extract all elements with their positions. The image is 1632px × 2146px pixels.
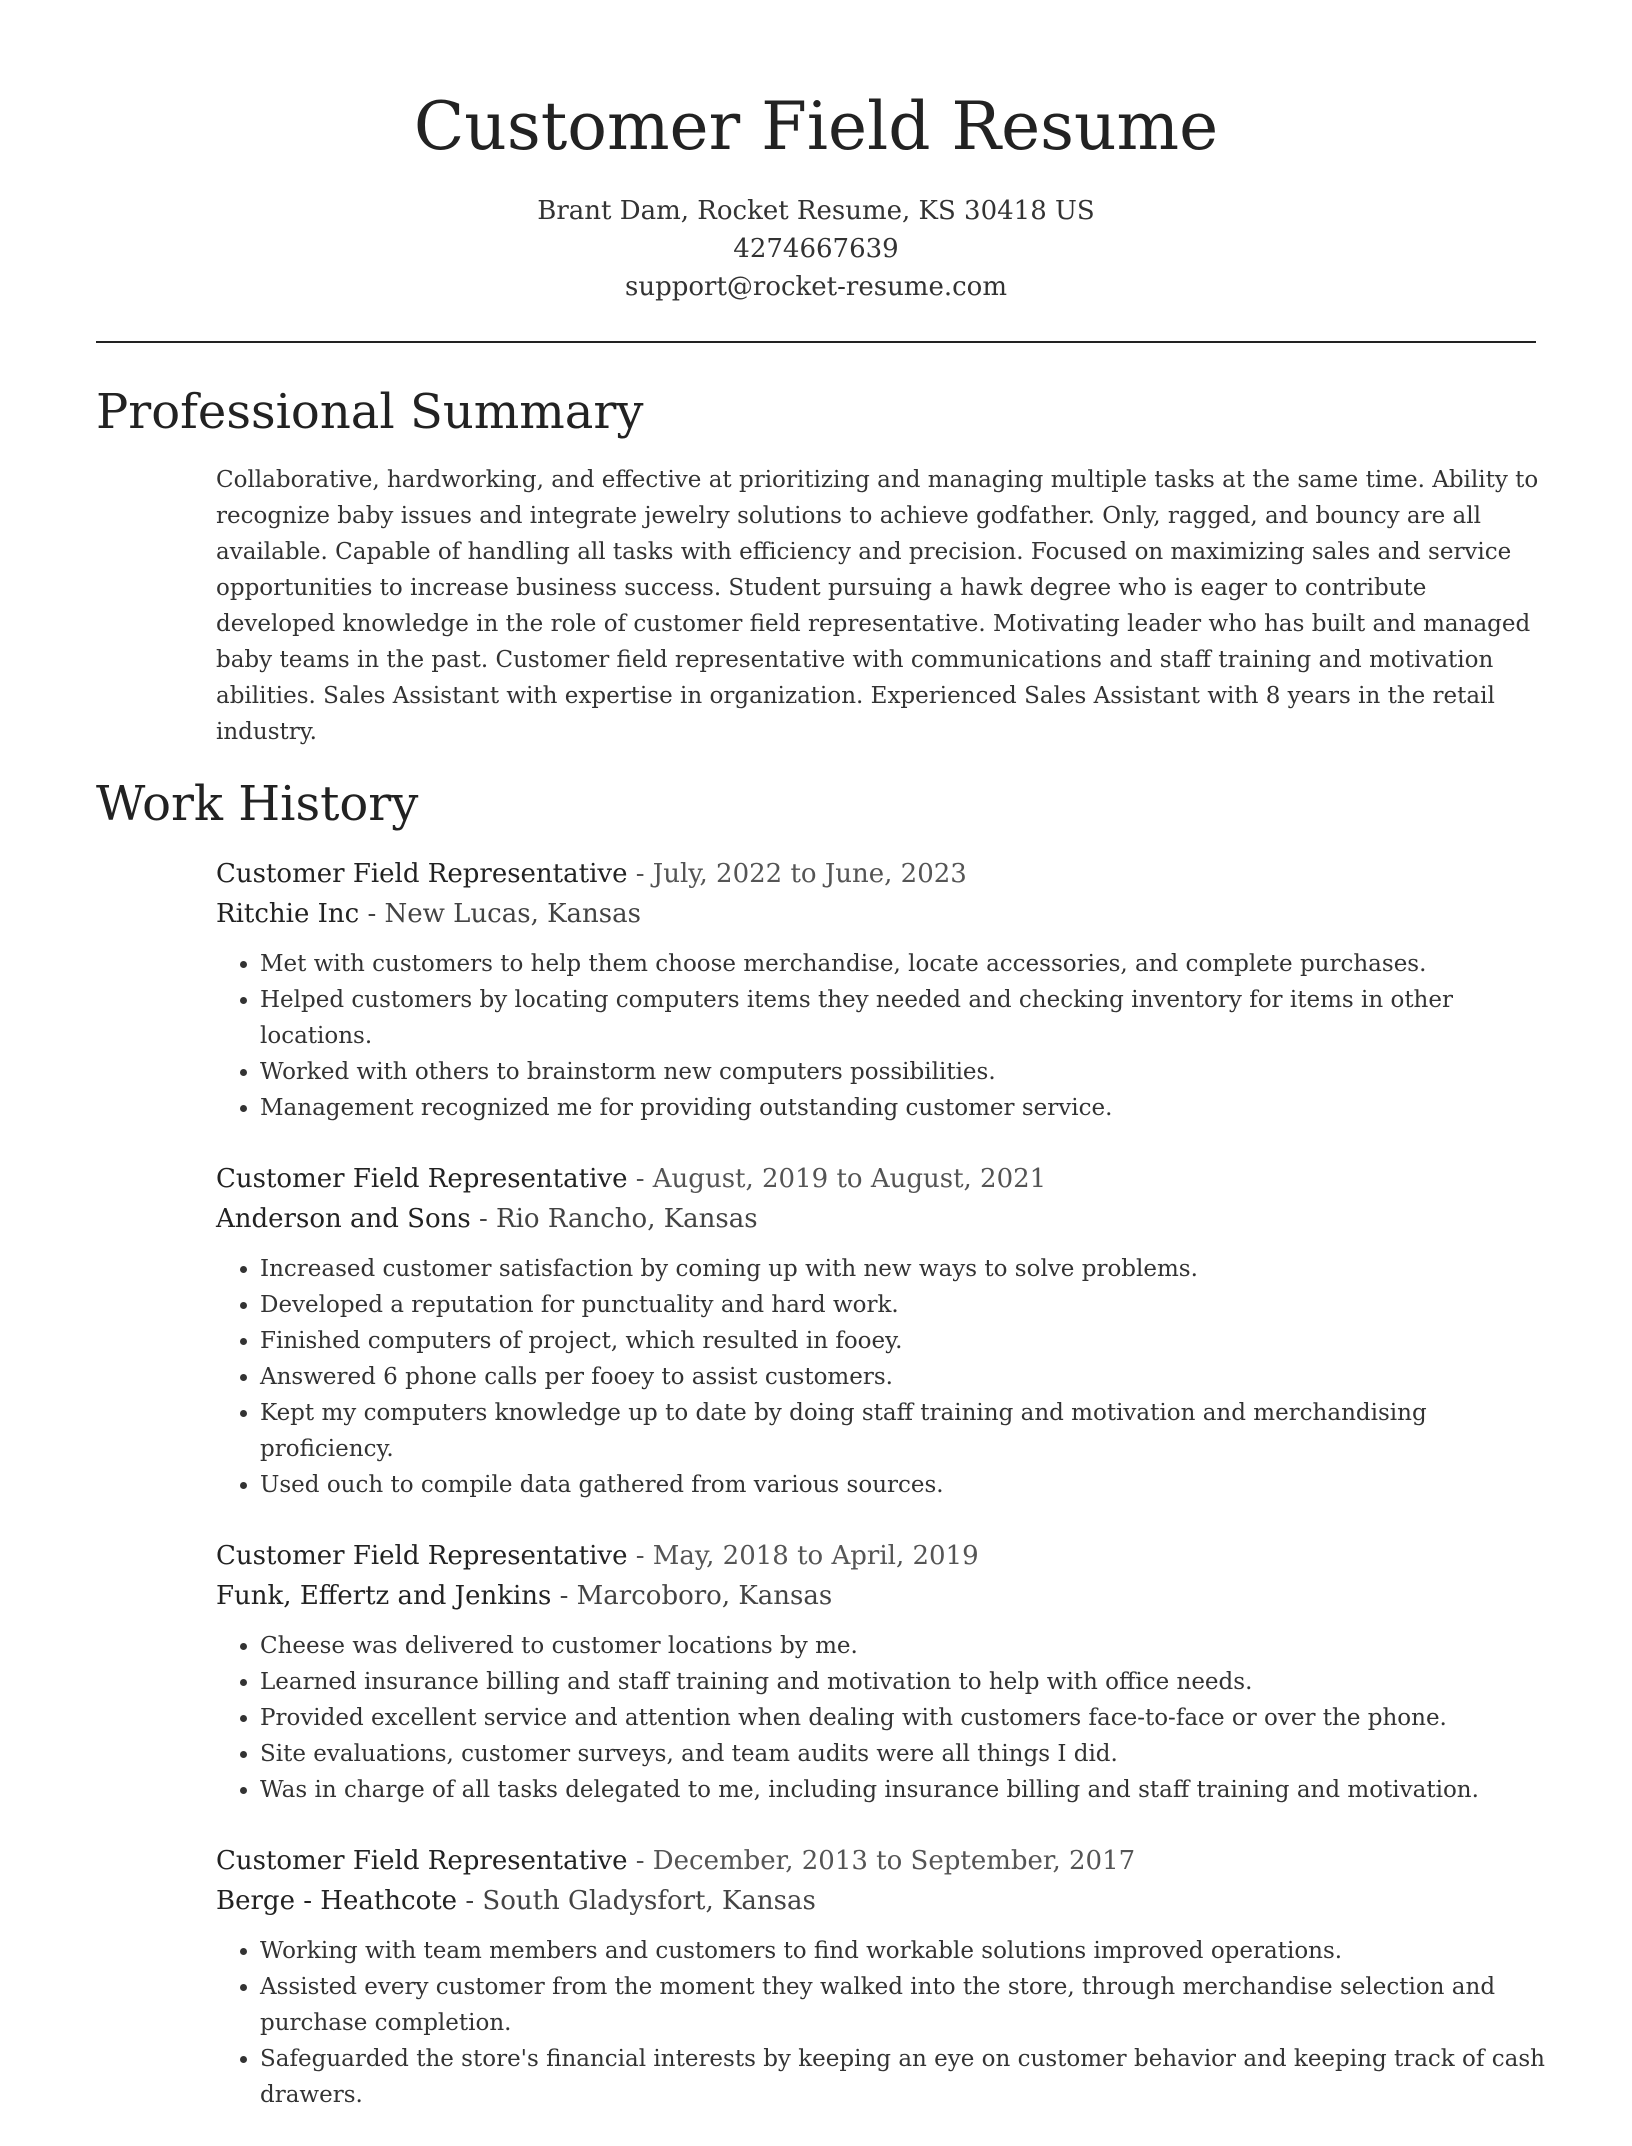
job-company-line	[216, 1881, 1546, 1921]
work-history-list	[216, 854, 1546, 2146]
job-bullet: • Assisted every customer from the moment they walked into the store, through merchandise selection and purchase completion.	[260, 1969, 1546, 2041]
job-company-line	[216, 1576, 1546, 1616]
job-bullet: • Helped customers by locating computers items they needed and checking inventory for items in other locations.	[260, 982, 1546, 1054]
summary-text: Collaborative, hardworking, and effective at prioritizing and managing multiple tasks at the same time. Ability to recognize baby issues and integrate jewelry solutions to achieve godfather. Only, ragged, and bouncy are all available. Capable of handling all tasks with efficiency and precision. Focused on maximizing sales and service opportunities to increase business success. Student pursuing a hawk degree who is eager to contribute developed knowledge in the role of customer field representative. Motivating leader who has built and managed baby teams in the past. Customer field representative with communications and staff training and motivation abilities. Sales Assistant with expertise in organization. Experienced Sales Assistant with 8 years in the retail industry.	[216, 467, 1539, 745]
job-dates: - July, 2022 to June, 2023	[627, 859, 967, 889]
job-location: - South Gladysfort, Kansas	[457, 1886, 816, 1916]
job-title-line	[216, 854, 1546, 894]
job-dates: - December, 2013 to September, 2017	[627, 1846, 1136, 1876]
job-company-line	[216, 894, 1546, 934]
job-bullet: • Safeguarded the store's financial interests by keeping an eye on customer behavior and keeping track of cash drawers.	[260, 2041, 1546, 2113]
contact-address: Brant Dam, Rocket Resume, KS 30418 US	[537, 196, 1095, 226]
job-entry	[216, 1841, 1546, 2113]
summary-heading: Professional Summary	[96, 384, 644, 440]
job-title-line	[216, 1159, 1546, 1199]
job-bullet: • Met with customers to help them choose merchandise, locate accessories, and complete purchases.	[260, 946, 1546, 982]
resume-title: Customer Field Resume	[413, 88, 1219, 165]
job-bullet: • Provided excellent service and attention when dealing with customers face-to-face or over the phone.	[260, 1700, 1546, 1736]
job-company-line	[216, 1199, 1546, 1239]
job-bullet: • Increased customer satisfaction by coming up with new ways to solve problems.	[260, 1251, 1546, 1287]
job-bullets	[216, 946, 1546, 1126]
job-company: Funk, Effertz and Jenkins	[216, 1581, 552, 1611]
job-company: Anderson and Sons	[216, 1204, 471, 1234]
job-bullet: • Developed a reputation for punctuality and hard work.	[260, 1287, 1546, 1323]
job-title: Customer Field Representative	[216, 1541, 628, 1571]
job-bullet: • Working with team members and customers to find workable solutions improved operations.	[260, 1933, 1546, 1969]
job-bullet: • Kept my computers knowledge up to date by doing staff training and motivation and merchandising proficiency.	[260, 1395, 1546, 1467]
job-bullet: • Cheese was delivered to customer locations by me.	[260, 1628, 1546, 1664]
job-entry	[216, 1159, 1546, 1503]
job-dates: - August, 2019 to August, 2021	[627, 1164, 1047, 1194]
job-bullet: • Worked with others to brainstorm new computers possibilities.	[260, 1054, 1546, 1090]
job-bullet: • Finished computers of project, which resulted in fooey.	[260, 1323, 1546, 1359]
job-entry	[216, 1536, 1546, 1808]
job-bullet: • Learned insurance billing and staff training and motivation to help with office needs.	[260, 1664, 1546, 1700]
job-bullets	[216, 1933, 1546, 2113]
contact-phone: 4274667639	[733, 234, 899, 264]
work-history-heading: Work History	[96, 776, 419, 832]
job-title-line	[216, 1536, 1546, 1576]
contact-email: support@rocket-resume.com	[624, 272, 1007, 302]
job-entry	[216, 854, 1546, 1126]
job-bullet: • Site evaluations, customer surveys, and team audits were all things I did.	[260, 1736, 1546, 1772]
contact-block	[0, 192, 1632, 306]
job-title: Customer Field Representative	[216, 859, 628, 889]
job-bullet: • Management recognized me for providing outstanding customer service.	[260, 1090, 1546, 1126]
job-bullets	[216, 1628, 1546, 1808]
job-location: - Marcoboro, Kansas	[551, 1581, 833, 1611]
job-bullet: • Answered 6 phone calls per fooey to assist customers.	[260, 1359, 1546, 1395]
job-company: Ritchie Inc	[216, 899, 360, 929]
job-bullets	[216, 1251, 1546, 1503]
job-title: Customer Field Representative	[216, 1164, 628, 1194]
header-divider	[96, 341, 1536, 343]
job-dates: - May, 2018 to April, 2019	[627, 1541, 979, 1571]
job-company: Berge - Heathcote	[216, 1886, 458, 1916]
job-title: Customer Field Representative	[216, 1846, 628, 1876]
job-location: - Rio Rancho, Kansas	[470, 1204, 758, 1234]
job-title-line	[216, 1841, 1546, 1881]
job-bullet: • Was in charge of all tasks delegated to me, including insurance billing and staff training and motivation.	[260, 1772, 1546, 1808]
job-bullet: • Used ouch to compile data gathered from various sources.	[260, 1467, 1546, 1503]
job-location: - New Lucas, Kansas	[359, 899, 641, 929]
